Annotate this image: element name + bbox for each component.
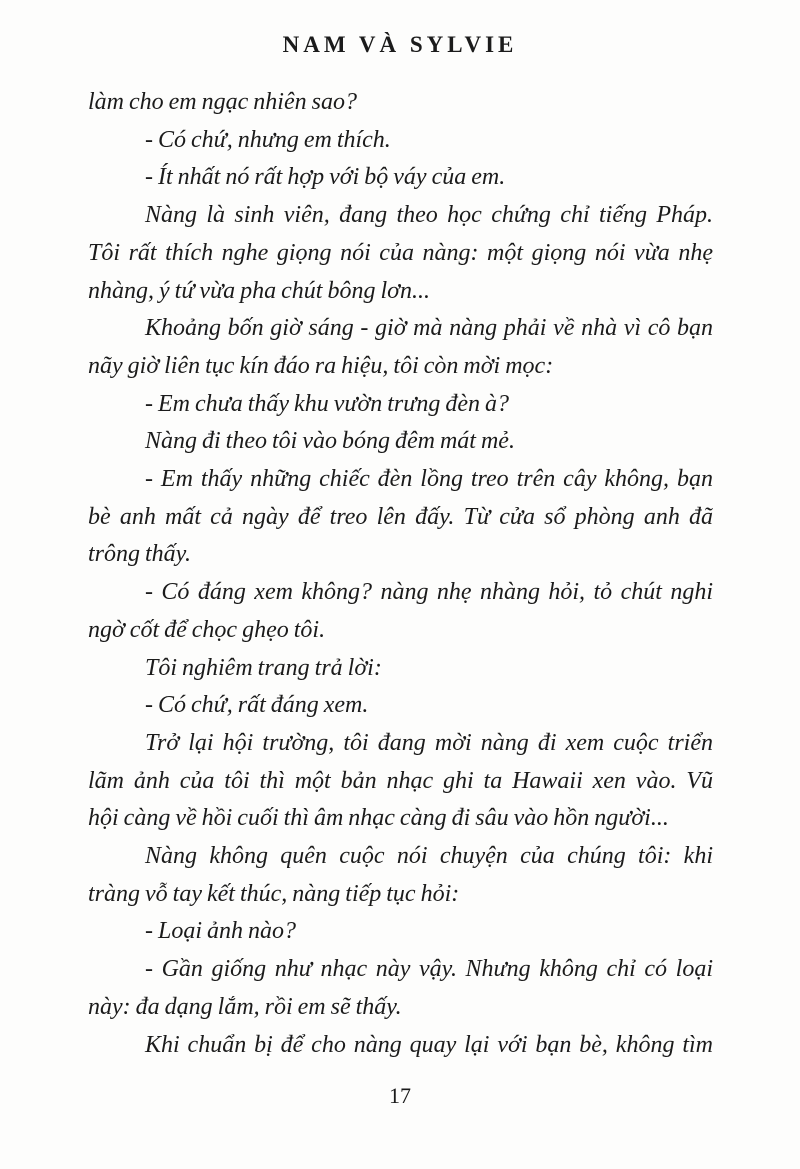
running-header: NAM VÀ SYLVIE <box>282 32 518 57</box>
text-line: lãm ảnh của tôi thì một bản nhạc ghi ta Hawaii xen vào. Vũ <box>88 767 713 794</box>
text-line: ngờ cốt để chọc ghẹo tôi. <box>88 616 326 643</box>
text-line: Trở lại hội trường, tôi đang mời nàng đi xem cuộc triển <box>145 729 713 756</box>
text-line: - Loại ảnh nào? <box>145 918 297 945</box>
text-line: - Em chưa thấy khu vườn trưng đèn à? <box>145 390 509 417</box>
text-line: nãy giờ liên tục kín đáo ra hiệu, tôi còn mời mọc: <box>88 352 554 379</box>
text-line: bè anh mất cả ngày để treo lên đấy. Từ cửa sổ phòng anh đã <box>88 503 713 530</box>
text-line: - Có chứ, nhưng em thích. <box>145 126 391 153</box>
text-line: - Ít nhất nó rất hợp với bộ váy của em. <box>145 164 506 191</box>
text-line: làm cho em ngạc nhiên sao? <box>88 89 357 115</box>
text-line: Nàng đi theo tôi vào bóng đêm mát mẻ. <box>145 428 515 455</box>
text-line: này: đa dạng lắm, rồi em sẽ thấy. <box>88 993 402 1020</box>
text-line: hội càng về hồi cuối thì âm nhạc càng đi sâu vào hồn người... <box>88 805 669 832</box>
text-line: - Có chứ, rất đáng xem. <box>145 692 369 719</box>
text-line: - Gần giống như nhạc này vậy. Nhưng không chỉ có loại <box>145 956 713 983</box>
text-line: Tôi rất thích nghe giọng nói của nàng: một giọng nói vừa nhẹ <box>88 239 713 266</box>
text-line: tràng vỗ tay kết thúc, nàng tiếp tục hỏi: <box>88 880 460 907</box>
text-line: Tôi nghiêm trang trả lời: <box>145 654 382 681</box>
text-line: - Em thấy những chiếc đèn lồng treo trên cây không, bạn <box>145 466 713 493</box>
text-line: trông thấy. <box>88 541 192 568</box>
text-line: Khoảng bốn giờ sáng - giờ mà nàng phải về nhà vì cô bạn <box>145 315 713 342</box>
text-line: Khi chuẩn bị để cho nàng quay lại với bạn bè, không tìm <box>145 1031 713 1058</box>
body-text <box>88 84 713 1064</box>
text-line: Nàng là sinh viên, đang theo học chứng chỉ tiếng Pháp. <box>145 202 713 229</box>
text-line: - Có đáng xem không? nàng nhẹ nhàng hỏi, tỏ chút nghi <box>145 579 713 606</box>
text-line: nhàng, ý tứ vừa pha chút bông lơn... <box>88 277 430 304</box>
page-number: 17 <box>389 1083 411 1108</box>
text-line: Nàng không quên cuộc nói chuyện của chúng tôi: khi <box>145 843 713 870</box>
